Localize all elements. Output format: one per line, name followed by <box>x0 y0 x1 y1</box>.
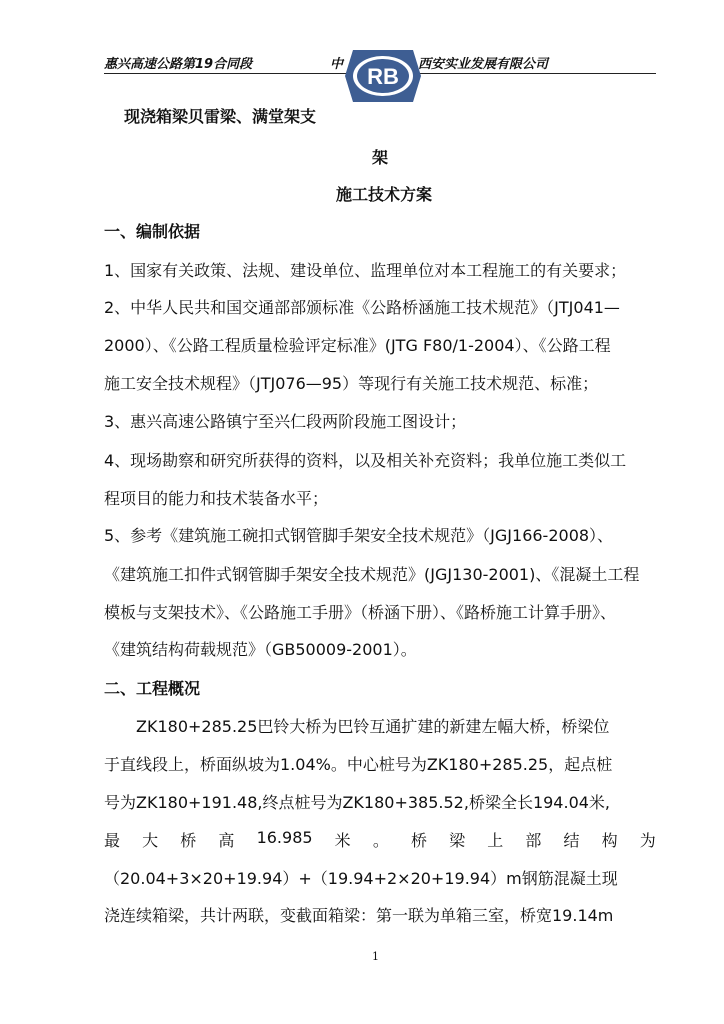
token: 为 <box>639 831 656 850</box>
paragraph-line: 施工安全技术规程》（JTJ076—95）等现行有关施工技术规范、标准； <box>104 374 599 393</box>
paragraph-line: ZK180+285.25巴铃大桥为巴铃互通扩建的新建左幅大桥，桥梁位 <box>136 717 610 736</box>
token: 桥 <box>180 831 197 850</box>
paragraph-line: 号为ZK180+191.48,终点桩号为ZK180+385.52,桥梁全长194.04米, <box>104 793 611 812</box>
token: 。 <box>372 831 389 850</box>
paragraph-line: 于直线段上，桥面纵坡为1.04%。中心桩号为ZK180+285.25，起点桩 <box>104 755 613 774</box>
doc-title-line1: 现浇箱梁贝雷梁、满堂架支 <box>124 107 317 126</box>
company-logo <box>343 46 423 106</box>
token: 16.985 <box>256 828 313 847</box>
token: 部 <box>525 831 542 850</box>
paragraph-line: 模板与支架技术》、《公路施工手册》（桥涵下册）、《路桥施工计算手册》、 <box>104 603 617 622</box>
paragraph-line: 程项目的能力和技术装备水平； <box>104 489 329 508</box>
paragraph-line: 浇连续箱梁，共计两联，变截面箱梁：第一联为单箱三室，桥宽19.14m <box>104 906 614 925</box>
paragraph-line: 《建筑施工扣件式钢管脚手架安全技术规范》(JGJ130-2001)、《混凝土工程 <box>104 565 640 584</box>
paragraph-line: 1、国家有关政策、法规、建设单位、监理单位对本工程施工的有关要求； <box>104 261 627 280</box>
header-project: 惠兴高速公路第19合同段 <box>104 57 253 72</box>
paragraph-line: 2、中华人民共和国交通部部颁标准《公路桥涵施工技术规范》（JTJ041— <box>104 298 620 317</box>
token: 上 <box>487 831 504 850</box>
token: 米 <box>334 831 351 850</box>
token: 桥 <box>410 831 427 850</box>
header-fragment: 中 <box>330 57 344 72</box>
token: 最 <box>104 831 121 850</box>
paragraph-line: （20.04+3×20+19.94）+（19.94+2×20+19.94）m钢筋混凝土现 <box>104 869 618 888</box>
paragraph-line: 5、参考《建筑施工碗扣式钢管脚手架安全技术规范》（JGJ166-2008）、 <box>104 526 614 545</box>
token: 结 <box>563 831 580 850</box>
logo-text: RB <box>367 64 399 89</box>
token: 大 <box>142 831 159 850</box>
token: 构 <box>601 831 618 850</box>
paragraph-line: 3、惠兴高速公路镇宁至兴仁段两阶段施工图设计； <box>104 412 467 431</box>
header-company: 西安实业发展有限公司 <box>418 57 549 72</box>
justified-line <box>104 828 656 851</box>
section-heading-basis: 一、编制依据 <box>104 222 201 241</box>
paragraph-line: 4、现场勘察和研究所获得的资料，以及相关补充资料；我单位施工类似工 <box>104 451 627 470</box>
token: 梁 <box>449 831 466 850</box>
token: 高 <box>218 831 235 850</box>
paragraph-line: 2000）、《公路工程质量检验评定标准》(JTG F80/1-2004）、《公路工程 <box>104 336 611 355</box>
page-number: 1 <box>372 950 379 963</box>
doc-title-line2: 架 <box>372 148 389 167</box>
section-heading-overview: 二、工程概况 <box>104 679 201 698</box>
paragraph-line: 《建筑结构荷载规范》（GB50009-2001）。 <box>104 640 417 659</box>
doc-title-line3: 施工技术方案 <box>336 185 433 204</box>
